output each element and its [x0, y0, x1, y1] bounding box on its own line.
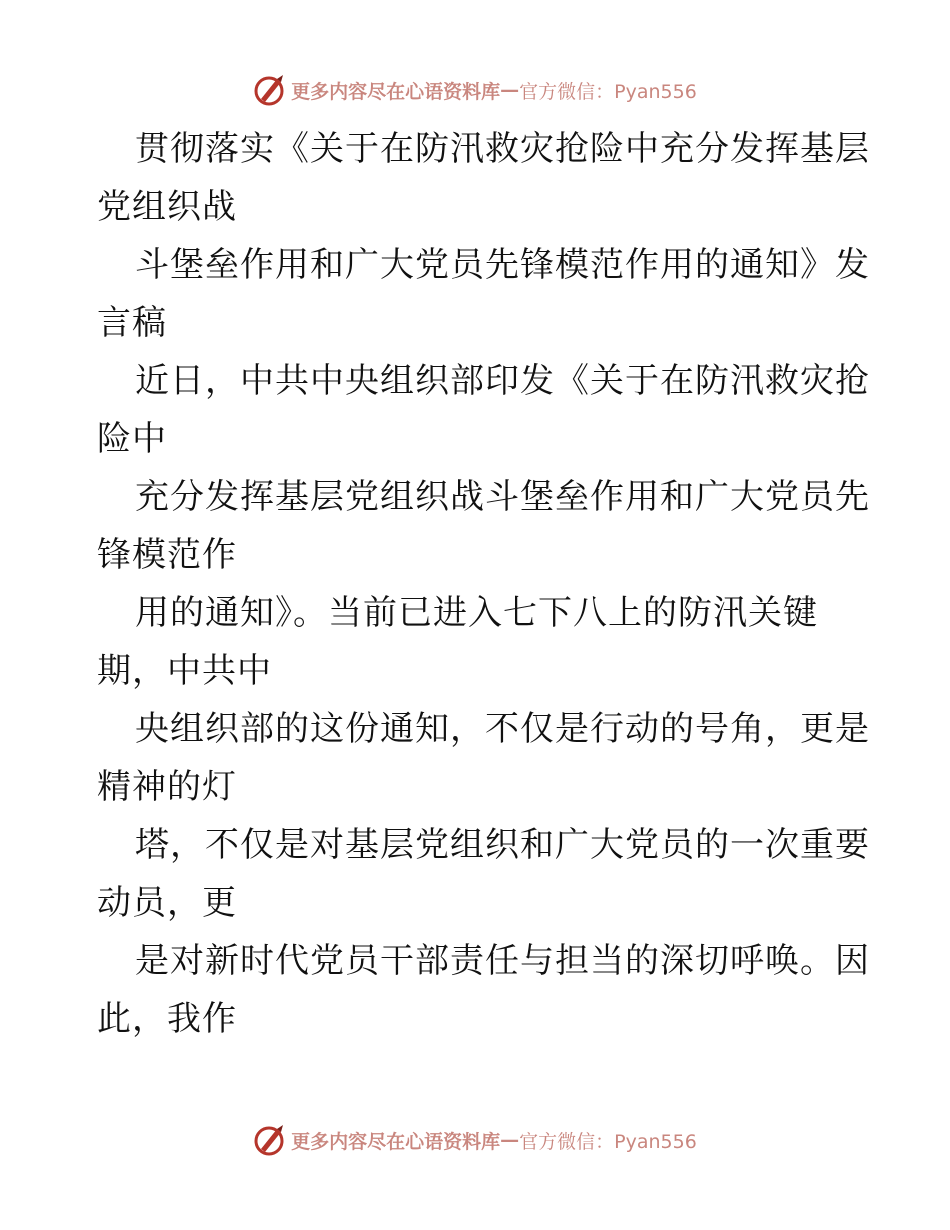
banner-wechat: 官方微信：Pyan556 — [519, 1130, 697, 1153]
text-line: 动员，更 — [97, 883, 237, 923]
footer-watermark-banner — [0, 1120, 950, 1160]
text-line: 塔，不仅是对基层党组织和广大党员的一次重要 — [135, 825, 870, 865]
text-line: 央组织部的这份通知，不仅是行动的号角，更是 — [135, 709, 870, 749]
quill-pen-icon — [253, 1123, 287, 1157]
document-body — [97, 120, 870, 1048]
banner-wechat: 官方微信：Pyan556 — [519, 80, 697, 103]
banner-separator: — — [500, 1129, 520, 1151]
text-line: 是对新时代党员干部责任与担当的深切呼唤。因 — [135, 941, 870, 981]
text-line: 斗堡垒作用和广大党员先锋模范作用的通知》发 — [135, 245, 870, 285]
text-line: 精神的灯 — [97, 767, 237, 807]
text-line: 党组织战 — [97, 187, 237, 227]
text-line: 贯彻落实《关于在防汛救灾抢险中充分发挥基层 — [135, 129, 870, 169]
text-line: 用的通知》。当前已进入七下八上的防汛关键 — [135, 593, 818, 633]
text-line: 险中 — [97, 419, 167, 459]
banner-text: 更多内容尽在心语资料库 — [291, 1130, 501, 1153]
quill-pen-icon — [253, 73, 287, 107]
text-line: 充分发挥基层党组织战斗堡垒作用和广大党员先 — [135, 477, 870, 517]
text-line: 近日，中共中央组织部印发《关于在防汛救灾抢 — [135, 361, 870, 401]
text-line: 言稿 — [97, 303, 167, 343]
text-line: 期，中共中 — [97, 651, 272, 691]
text-line: 锋模范作 — [97, 535, 237, 575]
header-watermark-banner — [0, 70, 950, 110]
text-line: 此，我作 — [97, 999, 237, 1039]
banner-text: 更多内容尽在心语资料库 — [291, 80, 501, 103]
banner-separator: — — [500, 79, 520, 101]
